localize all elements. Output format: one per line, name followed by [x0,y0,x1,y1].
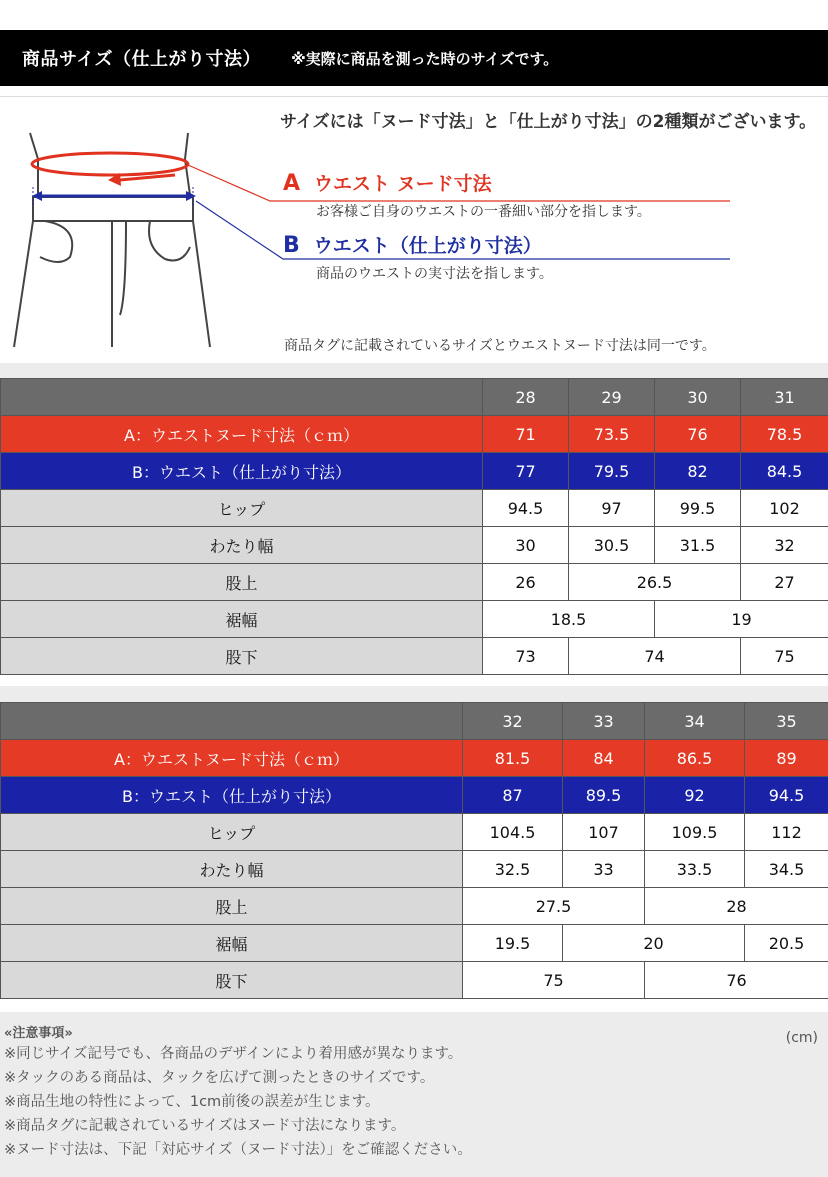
size-header: 32 [463,703,563,740]
page-title: 商品サイズ（仕上がり寸法） [22,49,262,70]
cell: 26.5 [569,564,741,601]
separator [0,363,828,378]
cell: 28 [645,888,828,925]
right-pocket [149,221,190,261]
header-empty-cell [1,703,463,740]
cell: 89.5 [563,777,645,814]
cell: 75 [741,638,828,675]
row-label: 股下 [1,962,463,999]
cell: 82 [655,453,741,490]
notes-list [4,1042,472,1162]
row-label: わたり幅 [1,527,483,564]
cell: 84 [563,740,645,777]
row-label: 股下 [1,638,483,675]
cell: 112 [745,814,828,851]
cell: 26 [483,564,569,601]
header-empty-cell [1,379,483,416]
header-note: ※実際に商品を測った時のサイズです。 [291,49,559,68]
cell: 102 [741,490,828,527]
cell: 76 [645,962,828,999]
cell: 87 [463,777,563,814]
cell: 27 [741,564,828,601]
cell: 79.5 [569,453,655,490]
list-item: ※商品タグに記載されているサイズはヌード寸法になります。 [4,1118,406,1134]
row-label: A：ウエストヌード寸法（ｃｍ） [1,740,463,777]
cell: 34.5 [745,851,828,888]
row-label: わたり幅 [1,851,463,888]
table-row [1,777,828,814]
size-header: 28 [483,379,569,416]
size-header: 35 [745,703,828,740]
size-header: 30 [655,379,741,416]
table-row [1,962,828,999]
cell: 78.5 [741,416,828,453]
list-item: ※同じサイズ記号でも、各商品のデザインにより着用感が異なります。 [4,1046,463,1062]
cell: 32 [741,527,828,564]
cell: 89 [745,740,828,777]
cell: 30 [483,527,569,564]
cell: 75 [463,962,645,999]
cell: 76 [655,416,741,453]
row-label: ヒップ [1,490,483,527]
size-header: 29 [569,379,655,416]
size-header: 33 [563,703,645,740]
cell: 27.5 [463,888,645,925]
list-item: ※タックのある商品は、タックを広げて測ったときのサイズです。 [4,1070,435,1086]
label-b-text: ウエスト（仕上がり寸法） [313,235,542,257]
pants-left-leg [14,221,33,347]
cell: 71 [483,416,569,453]
table-row [1,416,828,453]
desc-b: 商品のウエストの実寸法を指します。 [316,266,553,282]
cell: 77 [483,453,569,490]
cell: 92 [645,777,745,814]
cell: 107 [563,814,645,851]
label-b [283,231,542,258]
cell: 20 [563,925,745,962]
pants-right-leg [193,221,210,347]
cell: 94.5 [745,777,828,814]
row-label: ヒップ [1,814,463,851]
table-row [1,638,828,675]
table-row [1,814,828,851]
size-header: 31 [741,379,828,416]
cell: 99.5 [655,490,741,527]
size-header: 34 [645,703,745,740]
cell: 33.5 [645,851,745,888]
notes-title: «注意事項» [4,1026,73,1041]
table-row [1,851,828,888]
cell: 73 [483,638,569,675]
tag-note: 商品タグに記載されているサイズとウエストヌード寸法は同一です。 [284,338,716,354]
row-label: B：ウエスト（仕上がり寸法） [1,777,463,814]
cell: 109.5 [645,814,745,851]
table-row [1,379,828,416]
label-a [283,169,492,196]
unit-label: (cm) [785,1030,818,1046]
cell: 30.5 [569,527,655,564]
left-pocket [40,221,72,262]
table-row [1,453,828,490]
table-row [1,925,828,962]
label-b-mark: B [283,233,300,258]
table-row [1,527,828,564]
list-item: ※商品生地の特性によって、1cm前後の誤差が生じます。 [4,1094,380,1110]
cell: 104.5 [463,814,563,851]
table-row [1,703,828,740]
row-label: 裾幅 [1,925,463,962]
label-a-text: ウエスト ヌード寸法 [314,173,492,195]
header-bar [0,30,828,86]
cell: 31.5 [655,527,741,564]
row-label: A：ウエストヌード寸法（ｃｍ） [1,416,483,453]
table-row [1,601,828,638]
cell: 19 [655,601,828,638]
table-row [1,564,828,601]
table-row [1,740,828,777]
cell: 32.5 [463,851,563,888]
row-label: 股上 [1,888,463,925]
row-label: 股上 [1,564,483,601]
size-table-2 [0,702,828,999]
cell: 73.5 [569,416,655,453]
table-row [1,490,828,527]
size-diagram [0,96,828,364]
label-a-mark: A [283,171,301,196]
cell: 20.5 [745,925,828,962]
cell: 94.5 [483,490,569,527]
cell: 74 [569,638,741,675]
list-item: ※ヌード寸法は、下記「対応サイズ（ヌード寸法）」をご確認ください。 [4,1142,472,1158]
cell: 33 [563,851,645,888]
notes-section [0,1012,828,1177]
separator [0,686,828,702]
desc-a: お客様ご自身のウエストの一番細い部分を指します。 [316,204,651,220]
size-intro: サイズには「ヌード寸法」と「仕上がり寸法」の2種類がございます。 [280,112,817,132]
size-table-1 [0,378,828,675]
row-label: 裾幅 [1,601,483,638]
table-row [1,888,828,925]
cell: 81.5 [463,740,563,777]
cell: 19.5 [463,925,563,962]
cell: 18.5 [483,601,655,638]
cell: 86.5 [645,740,745,777]
row-label: B：ウエスト（仕上がり寸法） [1,453,483,490]
cell: 84.5 [741,453,828,490]
nude-waist-ellipse [32,153,188,175]
waistband-shape [33,197,193,221]
cell: 97 [569,490,655,527]
